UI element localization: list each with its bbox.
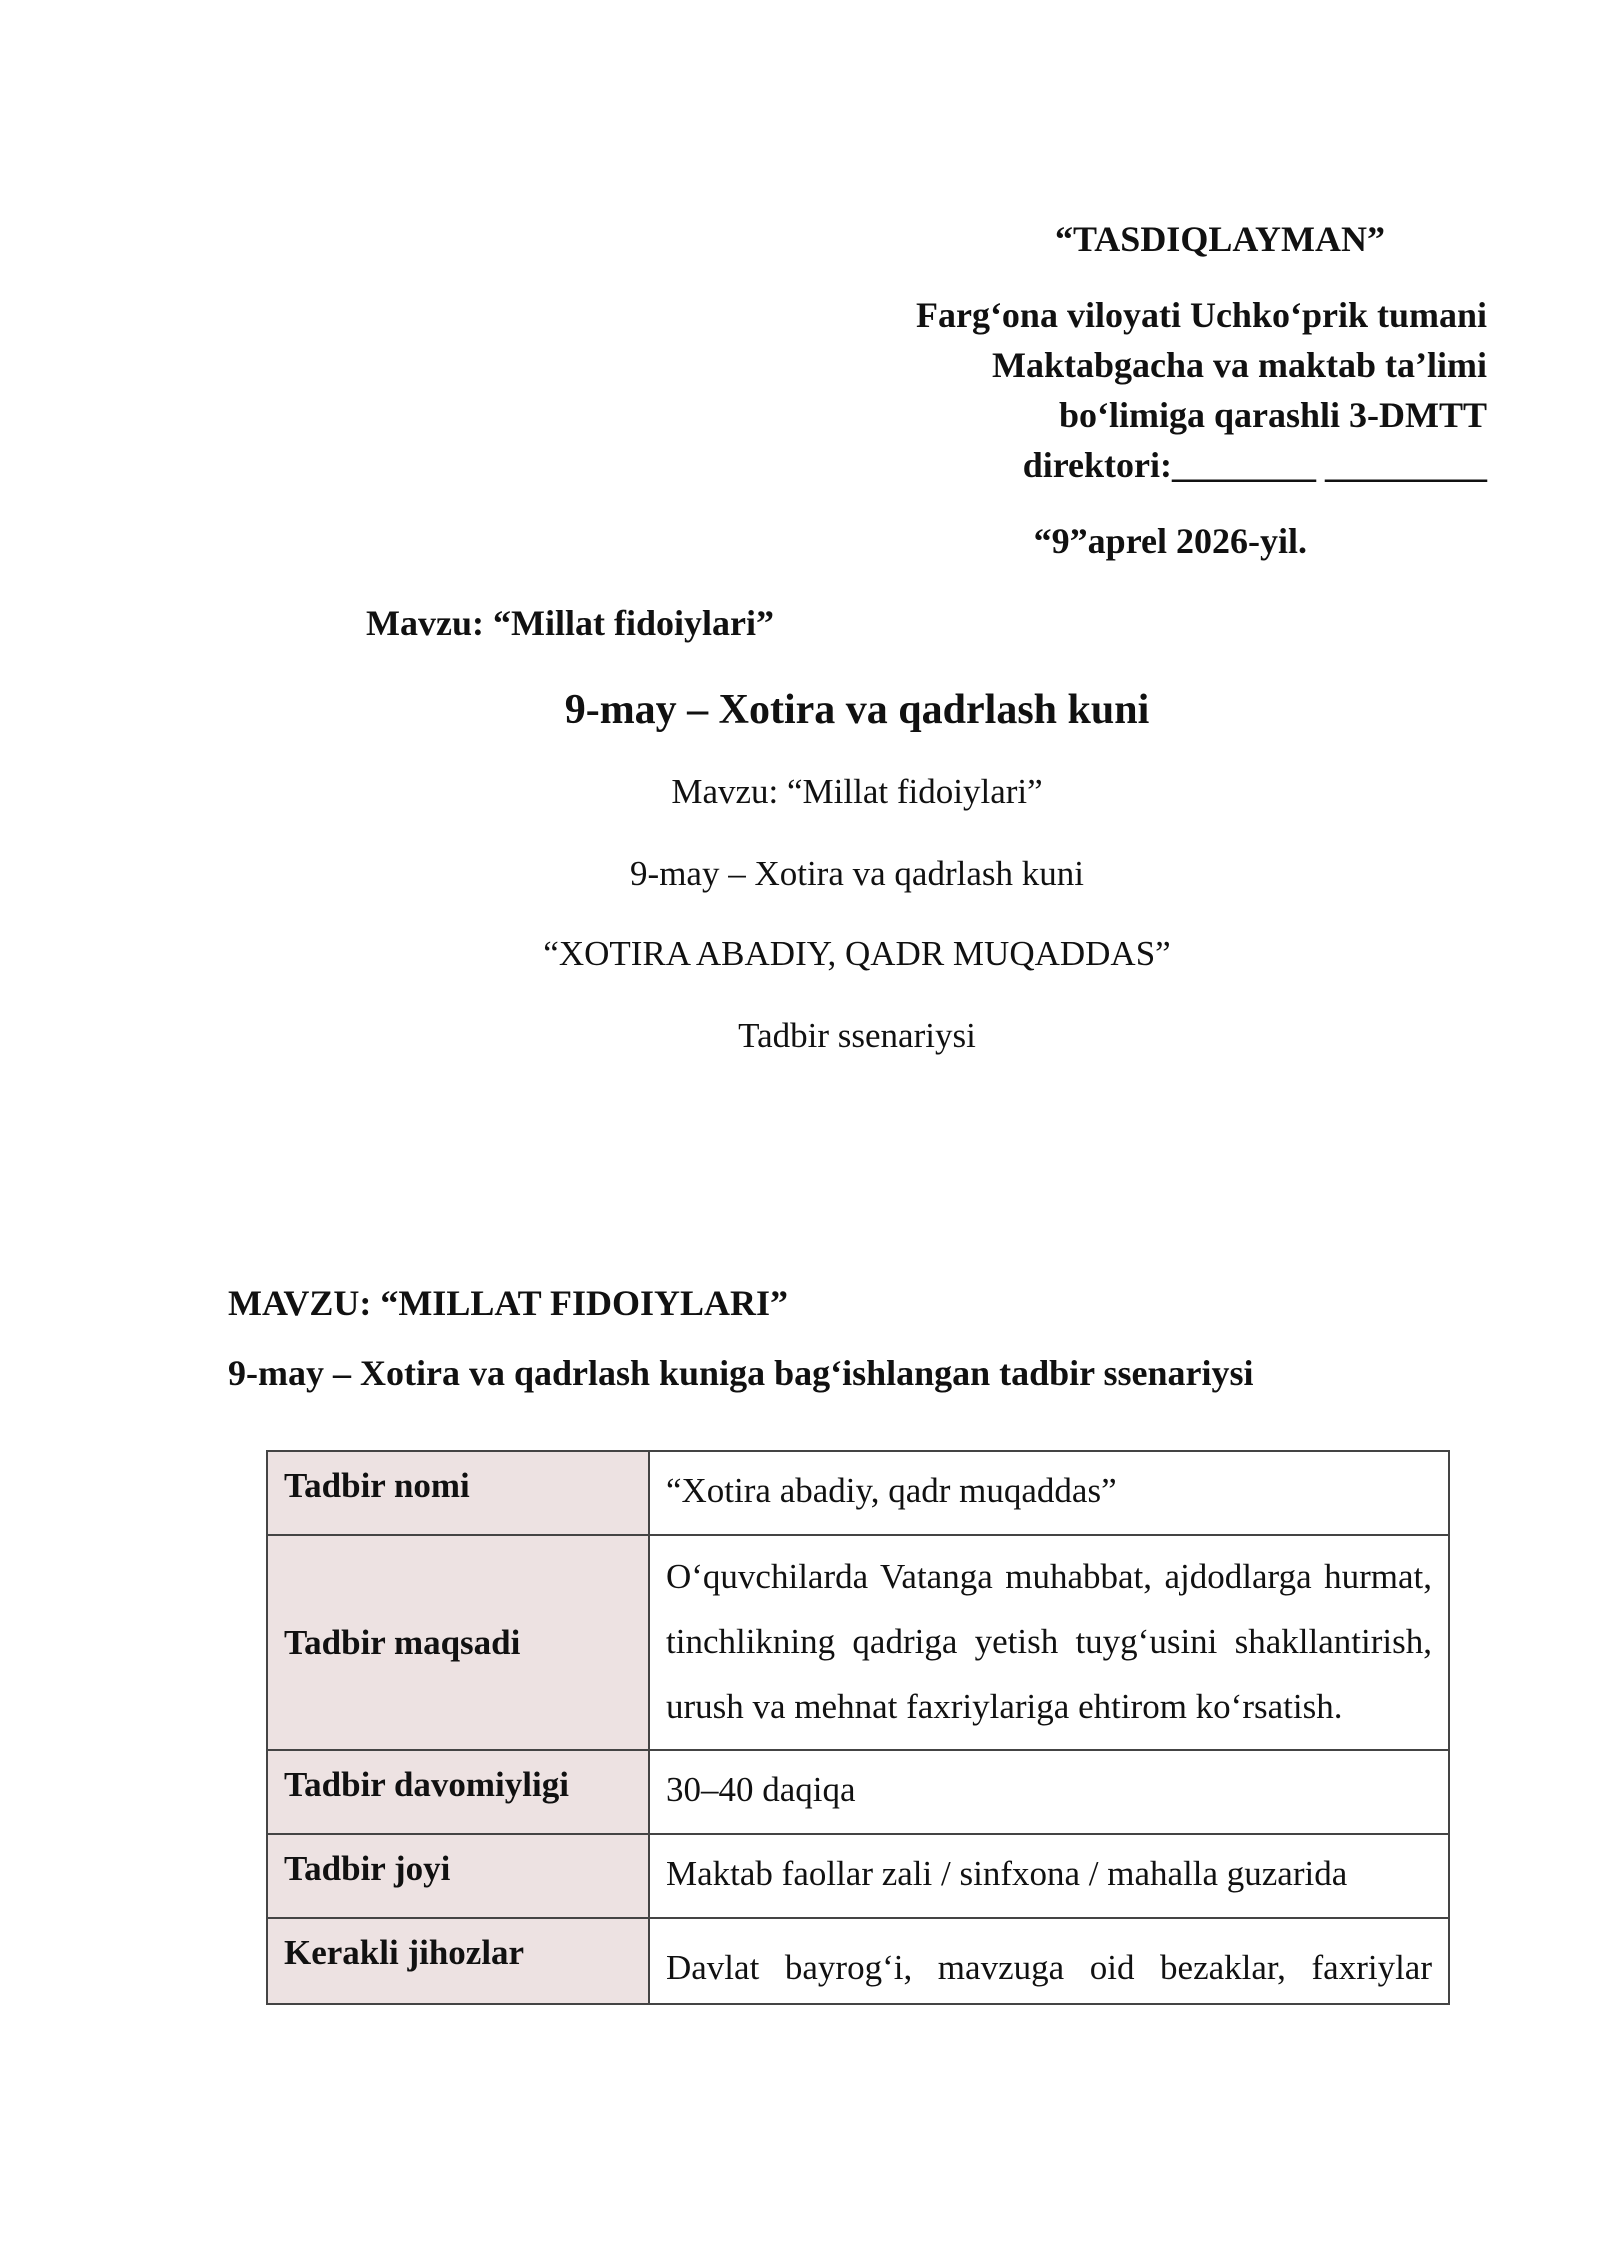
approval-line: bo‘limiga qarashli 3-DMTT [1058,395,1487,435]
table-row [267,1834,1449,1918]
table-value-cell: O‘quvchilarda Vatanga muhabbat, ajdodlarga hurmat, tinchlikning qadriga yetish tuyg‘usini shakllantirish, urush va mehnat faxriylariga ehtirom ko‘rsatish. [649,1535,1449,1750]
table-key-cell: Tadbir davomiyligi [267,1750,649,1834]
table-key-cell: Tadbir nomi [267,1451,649,1535]
approval-signature-line: direktori:________ _________ [1022,445,1487,485]
table-row [267,1535,1449,1750]
table-value-cell: 30–40 daqiqa [649,1750,1449,1834]
table-row [267,1451,1449,1535]
section-title: MAVZU: “MILLAT FIDOIYLARI” [228,1283,789,1323]
topic-line: Mavzu: “Millat fidoiylari” [671,772,1043,811]
section-subtitle: 9-may – Xotira va qadrlash kuniga bag‘ishlangan tadbir ssenariysi [228,1353,1254,1393]
approval-lines [787,290,1487,490]
approval-line: Maktabgacha va maktab ta’limi [992,345,1487,385]
approval-title: “TASDIQLAYMAN” [1054,219,1385,259]
approval-date: “9”aprel 2026-yil. [1033,521,1307,561]
slogan-line: “XOTIRA ABADIY, QADR MUQADDAS” [543,934,1171,973]
scenario-label: Tadbir ssenariysi [738,1016,976,1055]
table-row [267,1750,1449,1834]
main-title: 9-may – Xotira va qadrlash kuni [564,687,1150,733]
table-key-cell: Tadbir maqsadi [267,1535,649,1750]
table-row [267,1918,1449,2004]
date-line: 9-may – Xotira va qadrlash kuni [630,854,1084,893]
table-key-cell: Kerakli jihozlar [267,1918,649,2004]
event-info-table [266,1450,1450,2005]
table-value-cell: Davlat bayrog‘i, mavzuga oid bezaklar, faxriylar [649,1918,1449,2004]
table-value-cell: Maktab faollar zali / sinfxona / mahalla guzarida [649,1834,1449,1918]
table-key-cell: Tadbir joyi [267,1834,649,1918]
table-value-cell: “Xotira abadiy, qadr muqaddas” [649,1451,1449,1535]
approval-line: Farg‘ona viloyati Uchko‘prik tumani [915,295,1487,335]
topic-heading: Mavzu: “Millat fidoiylari” [366,603,774,643]
